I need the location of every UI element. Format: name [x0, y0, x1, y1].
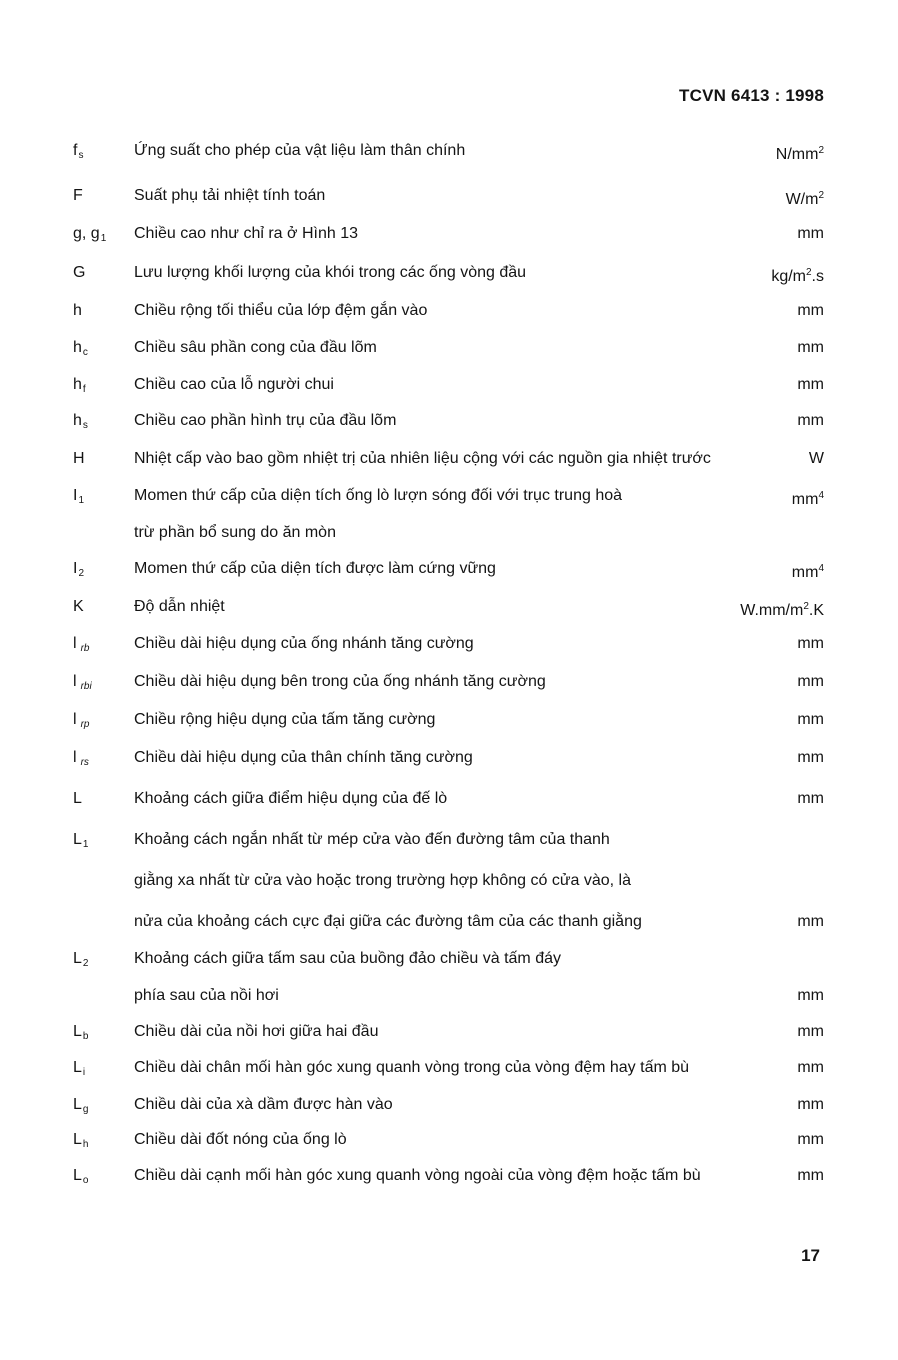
unit-main: mm	[797, 1023, 824, 1040]
unit	[797, 1093, 824, 1117]
symbol-description: Độ dẫn nhiệt	[134, 598, 225, 615]
symbol	[73, 670, 92, 699]
unit-main: W.mm/m	[740, 602, 804, 619]
symbol-row	[0, 632, 898, 656]
symbol-row	[0, 595, 898, 619]
unit	[797, 632, 824, 656]
unit-main: kg/m	[771, 268, 806, 285]
symbol-description: Chiều dài cạnh mối hàn góc xung quanh vòng ngoài của vòng đệm hoặc tấm bù	[134, 1167, 701, 1184]
symbol	[73, 746, 89, 775]
symbol-description: Ứng suất cho phép của vật liệu làm thân chính	[134, 142, 466, 159]
symbol	[73, 947, 88, 976]
symbol-description: Chiều rộng tối thiểu của lớp đệm gắn vào	[134, 302, 428, 319]
symbol-subscript: 2	[78, 568, 85, 579]
symbol	[73, 447, 85, 471]
symbol-subscript: rp	[80, 719, 90, 730]
unit	[797, 1128, 824, 1152]
unit	[792, 557, 824, 585]
unit-tail: .K	[808, 602, 824, 619]
unit-main: mm	[797, 1167, 824, 1184]
symbol-description: Khoảng cách ngắn nhất từ mép cửa vào đến đường tâm của thanh	[134, 831, 610, 848]
symbol-subscript: o	[82, 1175, 89, 1186]
symbol-description: Suất phụ tải nhiệt tính toán	[134, 187, 326, 204]
symbol-main: L	[73, 1096, 82, 1113]
symbol-main: h	[73, 302, 82, 319]
symbol-description: Chiều cao của lỗ người chui	[134, 376, 334, 393]
symbol	[73, 222, 106, 251]
unit-main: mm	[797, 635, 824, 652]
symbol	[73, 1164, 88, 1193]
unit-main: mm	[797, 790, 824, 807]
unit	[797, 409, 824, 433]
symbol-subscript: rbi	[80, 681, 92, 692]
symbol-main: F	[73, 187, 83, 204]
unit	[786, 184, 824, 212]
symbol-description: Chiều dài hiệu dụng của ống nhánh tăng cường	[134, 635, 474, 652]
symbol-description: trừ phần bổ sung do ăn mòn	[134, 524, 336, 541]
symbol	[73, 708, 89, 737]
symbol-main: f	[73, 142, 78, 159]
symbol	[73, 1128, 88, 1157]
symbol-subscript: rb	[80, 643, 90, 654]
symbol-row	[0, 869, 898, 893]
unit	[797, 984, 824, 1008]
unit	[797, 1164, 824, 1188]
unit-main: mm	[797, 376, 824, 393]
symbol	[73, 139, 83, 168]
symbol-row	[0, 828, 898, 852]
unit-superscript: 4	[818, 490, 824, 501]
symbol	[73, 261, 85, 285]
symbol-row	[0, 746, 898, 770]
symbol-main: L	[73, 790, 82, 807]
unit-main: mm	[797, 749, 824, 766]
symbol-subscript: h	[82, 1139, 89, 1150]
unit	[740, 595, 824, 623]
symbol-row	[0, 670, 898, 694]
unit	[792, 484, 824, 512]
symbol-row	[0, 1056, 898, 1080]
symbol-main: l	[73, 673, 77, 690]
unit	[797, 1020, 824, 1044]
symbol-row	[0, 1020, 898, 1044]
symbol-subscript: 2	[82, 958, 89, 969]
symbol-main: H	[73, 450, 85, 467]
unit-main: mm	[797, 1059, 824, 1076]
symbol-description: Momen thứ cấp của diện tích được làm cứng vững	[134, 560, 496, 577]
unit-main: W/m	[785, 191, 819, 208]
symbol-main: g, g	[73, 225, 100, 242]
unit-main: mm	[791, 491, 819, 508]
symbol-row	[0, 708, 898, 732]
symbol-row	[0, 184, 898, 208]
symbol-main: h	[73, 412, 82, 429]
unit-main: N/mm	[775, 146, 819, 163]
symbol-description: nửa của khoảng cách cực đại giữa các đường tâm của các thanh giằng	[134, 913, 642, 930]
symbol-main: l	[73, 635, 77, 652]
unit-superscript: 2	[805, 267, 812, 278]
symbol-row	[0, 910, 898, 934]
unit	[797, 708, 824, 732]
unit-main: mm	[797, 1096, 824, 1113]
page-number: 17	[801, 1246, 820, 1265]
symbol-row	[0, 261, 898, 285]
symbol-main: L	[73, 1131, 82, 1148]
symbol-description: Chiều cao phần hình trụ của đầu lõm	[134, 412, 397, 429]
symbol-subscript: 1	[100, 233, 107, 244]
unit-main: mm	[797, 339, 824, 356]
unit	[797, 910, 824, 934]
symbol-subscript: 1	[78, 495, 85, 506]
unit-tail: .s	[811, 268, 824, 285]
unit	[797, 1056, 824, 1080]
symbol-main: L	[73, 1023, 82, 1040]
symbol-row	[0, 984, 898, 1008]
symbol-row	[0, 1164, 898, 1188]
symbol-row	[0, 373, 898, 397]
symbol-main: I	[73, 560, 78, 577]
unit-main: mm	[797, 225, 824, 242]
unit-main: mm	[797, 711, 824, 728]
symbol-main: K	[73, 598, 84, 615]
symbol-subscript: b	[82, 1031, 89, 1042]
symbol	[73, 595, 84, 619]
unit	[797, 670, 824, 694]
unit-main: mm	[797, 673, 824, 690]
symbol-row	[0, 299, 898, 323]
symbol-subscript: s	[82, 420, 88, 431]
symbol-row	[0, 409, 898, 433]
symbol-row	[0, 139, 898, 163]
unit-main: mm	[797, 1131, 824, 1148]
symbol-main: h	[73, 339, 82, 356]
symbol-main: L	[73, 1059, 82, 1076]
symbol-main: h	[73, 376, 82, 393]
symbol-description: Chiều dài của xà dầm được hàn vào	[134, 1096, 393, 1113]
unit-superscript: 2	[818, 145, 824, 156]
symbol	[73, 557, 84, 586]
symbol	[73, 409, 88, 438]
unit	[797, 336, 824, 360]
unit	[797, 222, 824, 246]
symbol-row	[0, 484, 898, 508]
standard-number: TCVN 6413 : 1998	[679, 86, 824, 105]
unit-main: mm	[797, 987, 824, 1004]
symbol-row	[0, 447, 898, 471]
symbol	[73, 1093, 88, 1122]
unit-main: mm	[797, 913, 824, 930]
symbol-description: Lưu lượng khối lượng của khói trong các ống vòng đầu	[134, 264, 527, 281]
symbol-description: Chiều sâu phần cong của đầu lõm	[134, 339, 377, 356]
symbol-description: Khoảng cách giữa tấm sau của buồng đảo chiều và tấm đáy	[134, 950, 561, 967]
unit	[797, 746, 824, 770]
symbol-row	[0, 787, 898, 811]
symbol-row	[0, 336, 898, 360]
symbol-description: Chiều dài hiệu dụng của thân chính tăng cường	[134, 749, 473, 766]
symbol-subscript: rs	[80, 757, 89, 768]
unit-superscript: 2	[818, 190, 824, 201]
symbol-row	[0, 1093, 898, 1117]
unit	[797, 299, 824, 323]
symbol-main: L	[73, 950, 82, 967]
symbol	[73, 1020, 88, 1049]
unit	[776, 139, 824, 167]
unit	[771, 261, 824, 289]
symbol-main: G	[73, 264, 86, 281]
symbol-description: Chiều dài đốt nóng của ống lò	[134, 1131, 347, 1148]
symbol-description: Chiều dài chân mối hàn góc xung quanh vòng trong của vòng đệm hay tấm bù	[134, 1059, 690, 1076]
unit-main: mm	[797, 302, 824, 319]
symbol-row	[0, 947, 898, 971]
symbol-main: L	[73, 831, 82, 848]
symbol	[73, 373, 86, 402]
symbol-subscript: i	[82, 1067, 86, 1078]
symbol-subscript: g	[82, 1104, 89, 1115]
symbol-subscript: s	[78, 150, 84, 161]
unit	[809, 447, 824, 471]
symbol-subscript: 1	[82, 839, 89, 850]
symbol-main: l	[73, 749, 77, 766]
symbol-subscript: c	[82, 347, 88, 358]
unit-main: W	[808, 450, 824, 467]
symbol	[73, 828, 88, 857]
unit-main: mm	[791, 564, 819, 581]
symbol-description: Chiều dài của nồi hơi giữa hai đầu	[134, 1023, 379, 1040]
symbol	[73, 336, 88, 365]
symbol	[73, 484, 84, 513]
symbol-description: Chiều rộng hiệu dụng của tấm tăng cường	[134, 711, 436, 728]
symbol-row	[0, 1128, 898, 1152]
symbol-main: L	[73, 1167, 82, 1184]
symbol-description: Momen thứ cấp của diện tích ống lò lượn sóng đối với trục trung hoà	[134, 487, 623, 504]
symbol-description: Chiều dài hiệu dụng bên trong của ống nhánh tăng cường	[134, 673, 546, 690]
symbol-description: Chiều cao như chỉ ra ở Hình 13	[134, 225, 358, 242]
unit	[797, 787, 824, 811]
symbol-description: Khoảng cách giữa điểm hiệu dụng của đế lò	[134, 790, 448, 807]
unit-superscript: 2	[803, 601, 809, 612]
symbol	[73, 1056, 85, 1085]
symbol	[73, 299, 82, 323]
unit-main: mm	[797, 412, 824, 429]
symbol-main: I	[73, 487, 78, 504]
unit	[797, 373, 824, 397]
symbol-row	[0, 557, 898, 581]
symbol-subscript: f	[82, 384, 86, 395]
unit-superscript: 4	[818, 563, 824, 574]
symbol-description: Nhiệt cấp vào bao gồm nhiệt trị của nhiên liệu cộng với các nguồn gia nhiệt trước	[134, 450, 711, 467]
symbol	[73, 787, 82, 811]
symbol-description: giằng xa nhất từ cửa vào hoặc trong trường hợp không có cửa vào, là	[134, 872, 632, 889]
symbol-description: phía sau của nồi hơi	[134, 987, 279, 1004]
symbol-row	[0, 521, 898, 545]
symbol-main: l	[73, 711, 77, 728]
symbol	[73, 184, 83, 208]
symbol-row	[0, 222, 898, 246]
symbol	[73, 632, 89, 661]
